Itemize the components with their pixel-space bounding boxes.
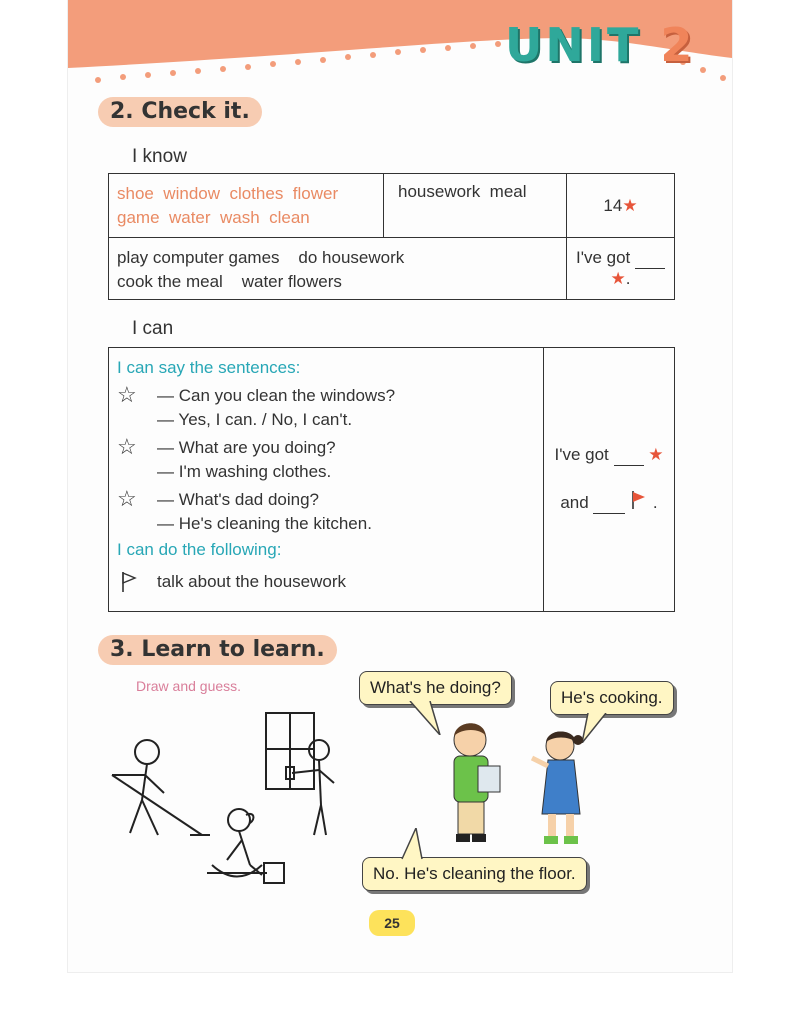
phrases-line-1: play computer games do housework [117, 248, 405, 267]
count-cell [567, 174, 675, 238]
unit-number: 2 [660, 18, 696, 72]
words-line-2: game water wash clean [117, 208, 310, 227]
stick-figure-drawings [102, 705, 352, 895]
speech-bubble-3: No. He's cleaning the floor. [362, 857, 587, 891]
speech-bubble-1: What's he doing? [359, 671, 512, 705]
do-item [117, 570, 537, 594]
got-cell: I've got ★. [567, 238, 675, 300]
reward-cell: I've got ★ and . [544, 348, 675, 612]
textbook-page [68, 0, 732, 972]
flag-icon [630, 490, 648, 510]
sentence-item-2 [117, 436, 537, 484]
unit-heading [505, 18, 695, 72]
say-heading: I can say the sentences: [117, 358, 301, 377]
unit-word: UNIT [505, 18, 642, 72]
can-table [108, 347, 675, 612]
hollow-star-icon: ☆ [117, 486, 137, 511]
phrase-cell [109, 238, 567, 300]
star-icon: ★ [622, 195, 638, 215]
section-learn-title: 3. Learn to learn. [98, 635, 337, 665]
words-line-1: shoe window clothes flower [117, 184, 339, 203]
sentence-item-1 [117, 384, 537, 432]
question-text: — What's dad doing? [157, 490, 320, 509]
hollow-star-icon: ☆ [117, 382, 137, 407]
i-know-label: I know [132, 146, 187, 167]
do-item-text: talk about the housework [157, 572, 347, 591]
section-check-title: 2. Check it. [98, 97, 262, 127]
i-can-label: I can [132, 318, 174, 339]
star-icon: ★ [610, 269, 626, 288]
blank-line [614, 445, 644, 466]
and-label: and [560, 493, 589, 512]
words-line-3: housework meal [398, 182, 527, 201]
know-table [108, 173, 675, 300]
question-text: — Can you clean the windows? [157, 386, 396, 405]
word-cell-2 [384, 174, 567, 238]
answer-text: — I'm washing clothes. [157, 462, 332, 481]
got-label-2: I've got [554, 445, 609, 464]
cartoon-children [428, 718, 618, 848]
blank-line [593, 493, 625, 514]
answer-text: — He's cleaning the kitchen. [157, 514, 372, 533]
flag-icon [117, 570, 147, 594]
speech-bubble-2: He's cooking. [550, 681, 674, 715]
hollow-star-icon: ☆ [117, 434, 137, 459]
instruction-text: Draw and guess. [136, 678, 242, 694]
blank-line [635, 248, 665, 269]
star-icon: ★ [648, 445, 664, 464]
got-label: I've got [575, 248, 631, 267]
page-number: 25 [369, 910, 415, 936]
answer-text: — Yes, I can. / No, I can't. [157, 410, 353, 429]
sentences-cell [109, 348, 544, 612]
word-cell [109, 174, 384, 238]
phrases-line-2: cook the meal water flowers [117, 272, 342, 291]
do-heading: I can do the following: [117, 540, 282, 559]
sentence-item-3 [117, 488, 537, 536]
question-text: — What are you doing? [157, 438, 336, 457]
star-count: 14 [603, 195, 623, 215]
